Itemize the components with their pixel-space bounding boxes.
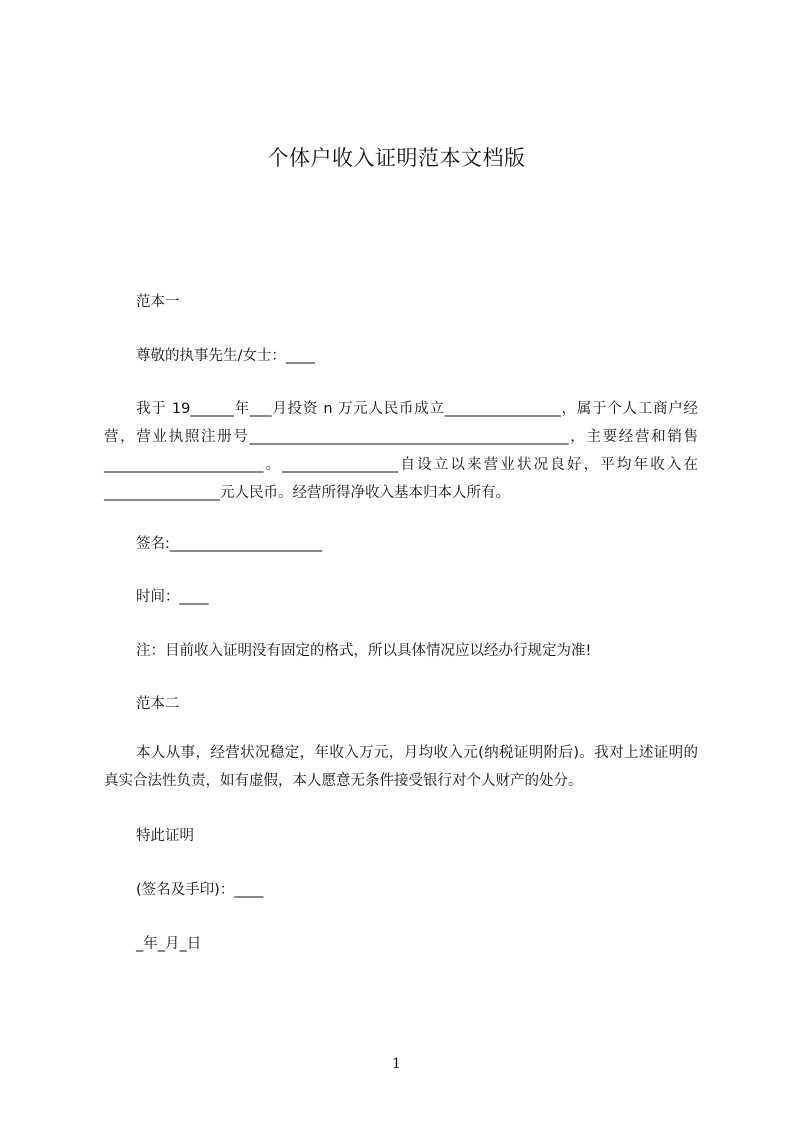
time-line: 时间：____ — [136, 589, 209, 605]
closing-text: 特此证明 — [136, 828, 194, 844]
signature-line: 签名:_____________________ — [136, 536, 323, 552]
sample-one-heading: 范本一 — [136, 294, 180, 310]
page-number: 1 — [392, 1056, 401, 1072]
sample-two-body: 本人从事，经营状况稳定，年收入万元，月均收入元(纳税证明附后)。我对上述证明的真实合法性负责，如有虚假，本人愿意无条件接受银行对个人财产的处分。 — [104, 745, 698, 789]
sample-two-heading: 范本二 — [136, 696, 180, 712]
document-title: 个体户收入证明范本文档版 — [267, 146, 526, 170]
signature-fingerprint-line: (签名及手印)：____ — [136, 882, 264, 898]
note-text: 注：目前收入证明没有固定的格式，所以具体情况应以经办行规定为准! — [136, 643, 592, 659]
date-line: _年_月_日 — [136, 936, 202, 952]
sample-one-body: 我于 19______年___月投资 n 万元人民币成立________________，属于个人工商户经营，营业执照注册号____________________________________________，主要经营和销售______________________。________________自设立以来营业状况良好，平均年收入在________________元人民币。经营所得净收入基本归本人所有。 — [104, 401, 698, 501]
salutation: 尊敬的执事先生/女士：____ — [136, 348, 315, 364]
